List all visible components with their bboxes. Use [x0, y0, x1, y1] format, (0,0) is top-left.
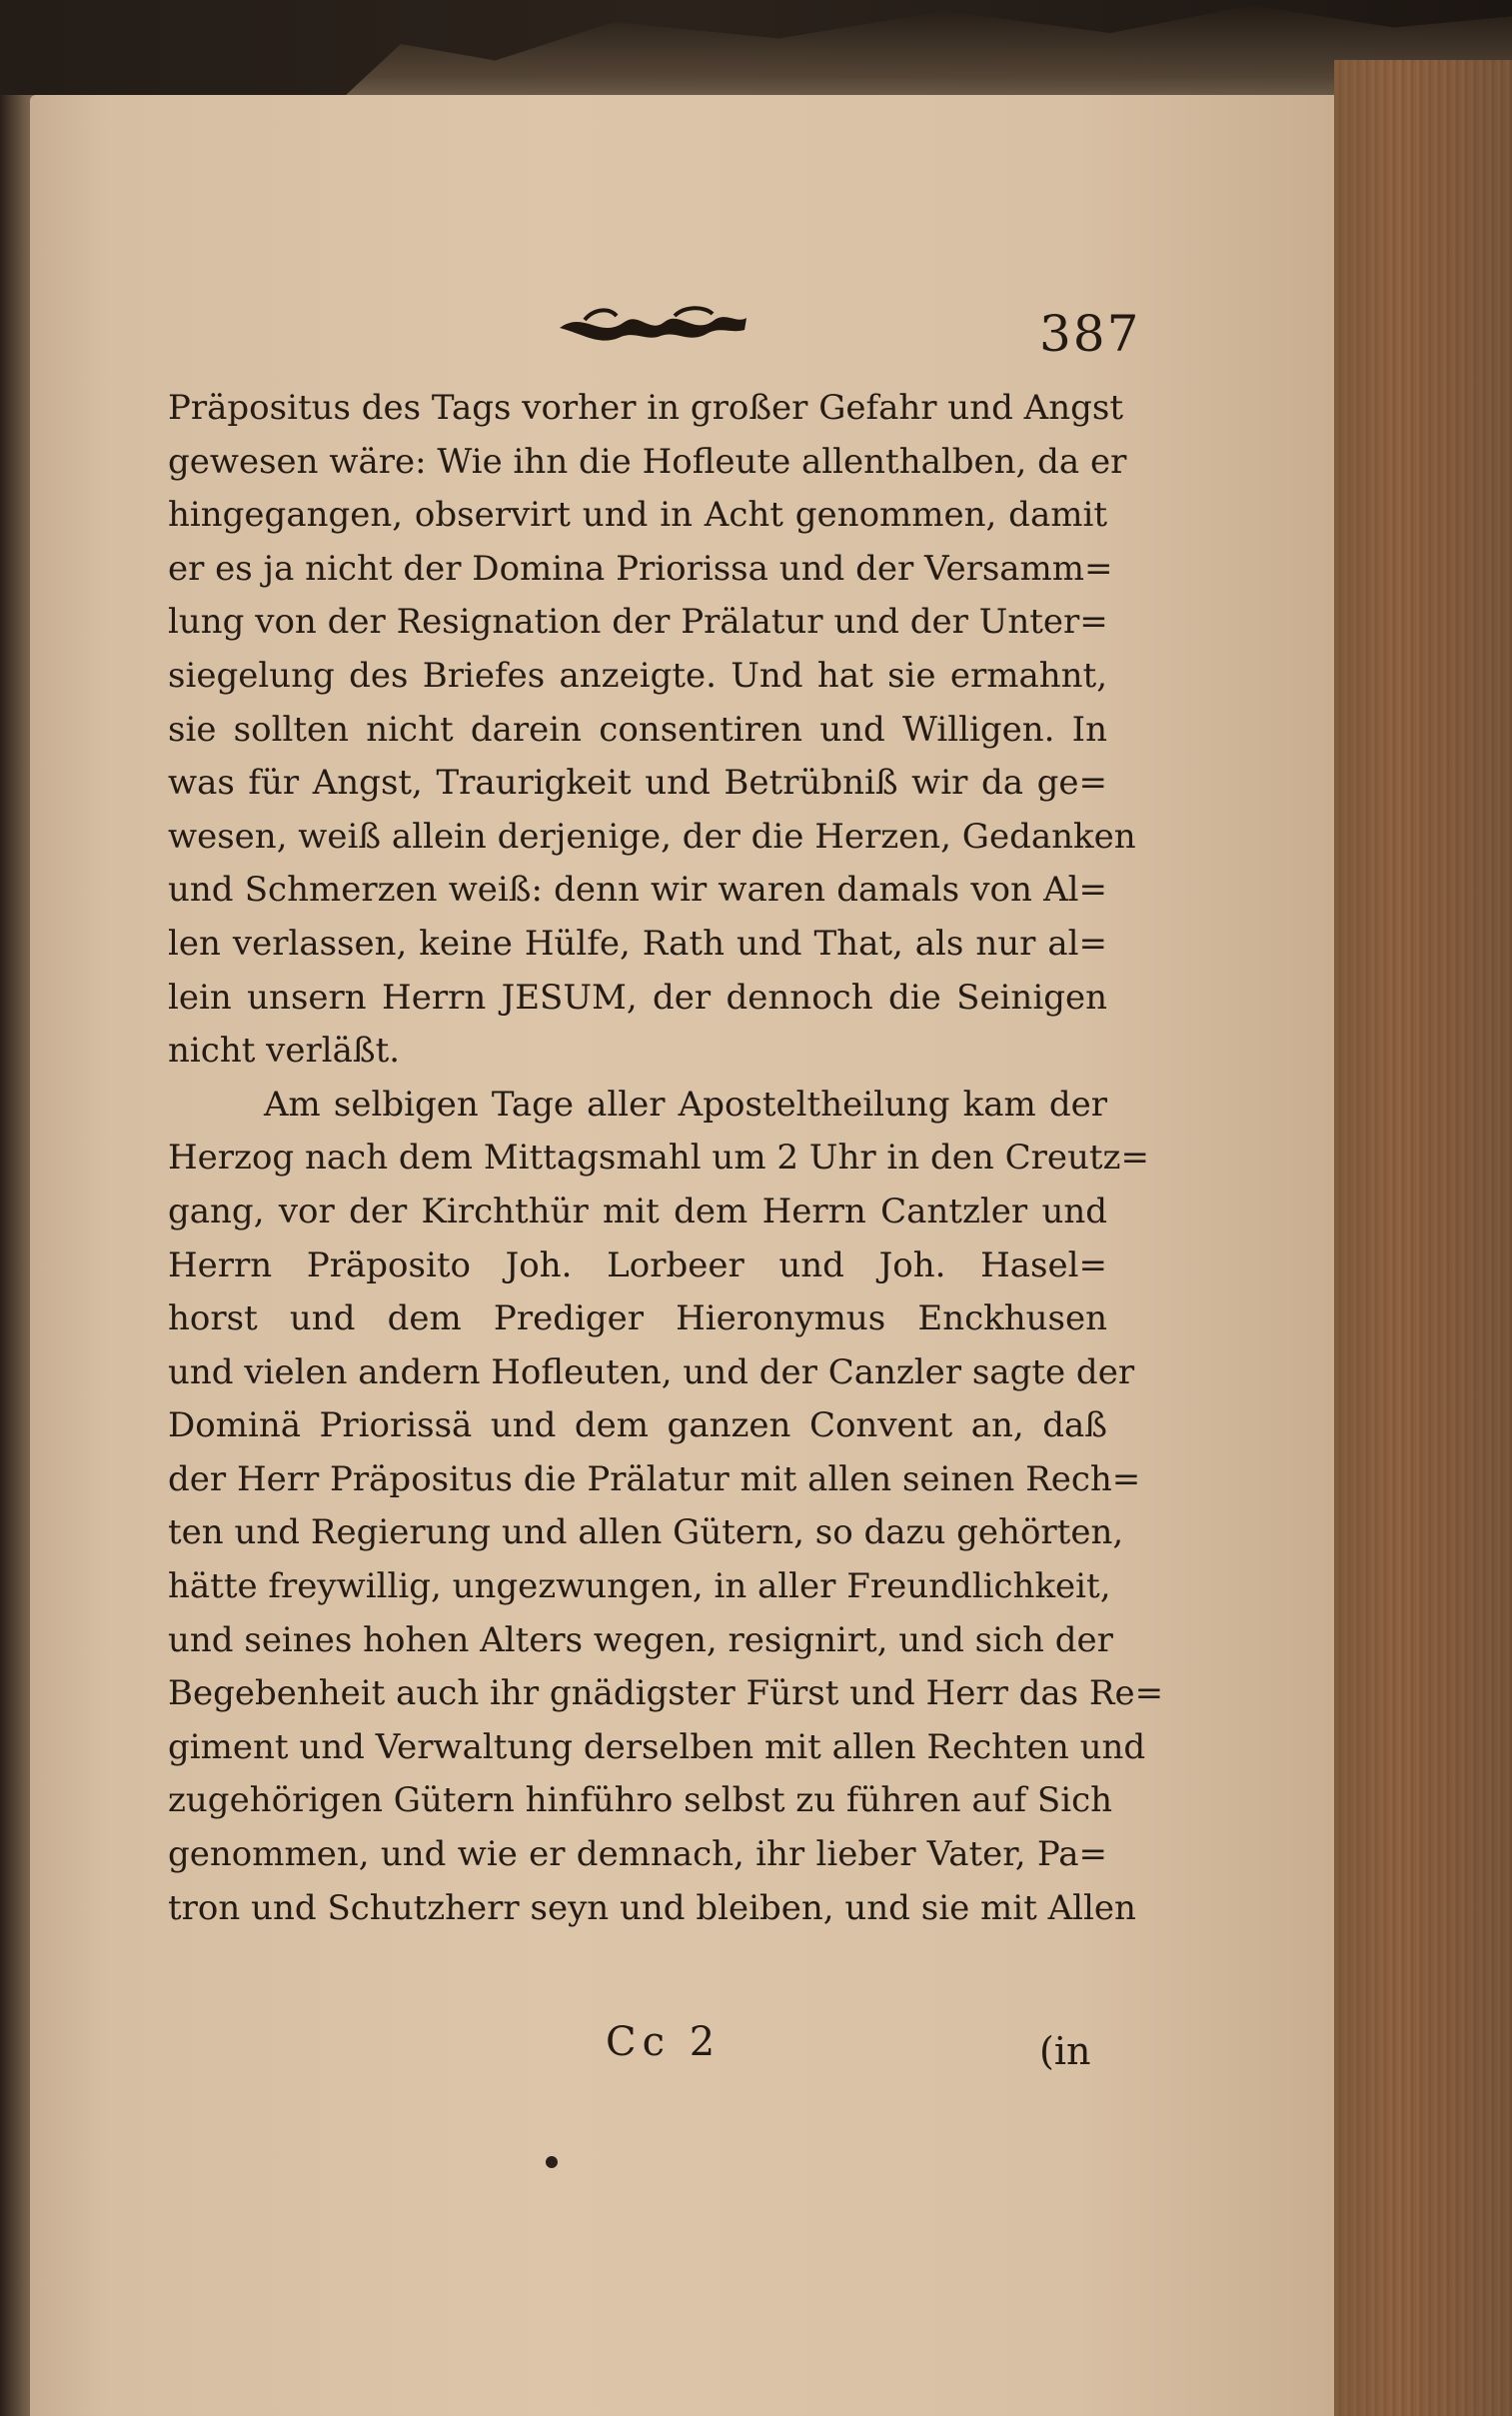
printer-ornament-icon — [555, 300, 750, 350]
text-line: Begebenheit auch ihr gnädigster Fürst und Herr das Re= — [168, 1673, 1164, 1714]
text-line: und seines hohen Alters wegen, resignirt, und sich der — [168, 1619, 1113, 1660]
text-line: und vielen andern Hofleuten, und der Canzler sagte der — [168, 1351, 1135, 1392]
ink-spot — [546, 2156, 558, 2168]
text-line: was für Angst, Traurigkeit und Betrübniß wir da ge= — [168, 763, 1107, 804]
text-line: Dominä Priorissä und dem ganzen Convent an, daß — [168, 1405, 1107, 1446]
body-text — [168, 382, 1164, 1935]
text-line: Herzog nach dem Mittagsmahl um 2 Uhr in den Creutz= — [168, 1138, 1149, 1179]
signature-mark: Cc 2 — [606, 2019, 722, 2065]
text-line: er es ja nicht der Domina Priorissa und der Versamm= — [168, 548, 1113, 589]
text-line: gang, vor der Kirchthür mit dem Herrn Cantzler und — [168, 1191, 1107, 1231]
text-line: gewesen wäre: Wie ihn die Hofleute allenthalben, da er — [168, 441, 1127, 482]
text-line: tron und Schutzherr seyn und bleiben, und sie mit Allen — [168, 1887, 1136, 1928]
text-line: lein unsern Herrn JESUM, der dennoch die Seinigen — [168, 977, 1107, 1018]
catchword: (in — [1039, 2029, 1091, 2073]
text-line: horst und dem Prediger Hieronymus Enckhusen — [168, 1298, 1107, 1339]
text-line: genommen, und wie er demnach, ihr lieber Vater, Pa= — [168, 1834, 1107, 1875]
text-line: giment und Verwaltung derselben mit allen Rechten und — [168, 1726, 1146, 1767]
text-line: Am selbigen Tage aller Aposteltheilung kam der — [264, 1084, 1107, 1125]
text-line: len verlassen, keine Hülfe, Rath und That, als nur al= — [168, 923, 1107, 964]
text-line: siegelung des Briefes anzeigte. Und hat sie ermahnt, — [168, 655, 1107, 696]
text-line: und Schmerzen weiß: denn wir waren damals von Al= — [168, 870, 1107, 911]
text-line: ten und Regierung und allen Gütern, so dazu gehörten, — [168, 1512, 1124, 1553]
text-line: hingegangen, observirt und in Acht genommen, damit — [168, 495, 1107, 536]
text-line: nicht verläßt. — [168, 1031, 401, 1072]
text-line: hätte freywillig, ungezwungen, in aller Freundlichkeit, — [168, 1566, 1111, 1607]
text-line: wesen, weiß allein derjenige, der die Herzen, Gedanken — [168, 816, 1136, 857]
page-stack-edge — [1334, 60, 1512, 2416]
text-line: sie sollten nicht darein consentiren und Willigen. In — [168, 709, 1107, 750]
text-line: der Herr Präpositus die Prälatur mit allen seinen Rech= — [168, 1458, 1141, 1499]
text-line: lung von der Resignation der Prälatur und der Unter= — [168, 602, 1108, 643]
page-number: 387 — [1039, 305, 1141, 363]
text-line: Präpositus des Tags vorher in großer Gefahr und Angst — [168, 388, 1124, 428]
text-line: zugehörigen Gütern hinführo selbst zu führen auf Sich — [168, 1780, 1113, 1821]
text-line: Herrn Präposito Joh. Lorbeer und Joh. Hasel= — [168, 1244, 1107, 1285]
